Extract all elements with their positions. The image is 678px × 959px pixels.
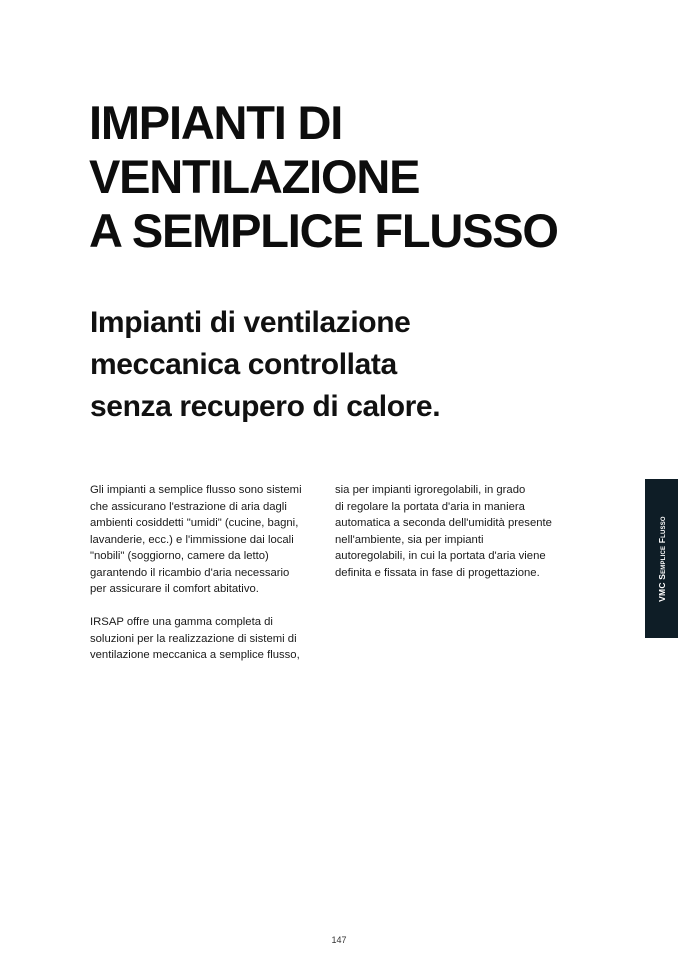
body-text-line: "nobili" (soggiorno, camere da letto) — [90, 550, 269, 562]
body-text-line: automatica a seconda dell'umidità presente — [335, 517, 552, 529]
paragraph-spacer — [90, 598, 322, 615]
page-title-line-3: A SEMPLICE FLUSSO — [89, 204, 558, 257]
page-subtitle — [90, 302, 550, 428]
body-text-line: di regolare la portata d'aria in maniera — [335, 500, 525, 513]
body-text-line: autoregolabili, in cui la portata d'aria viene — [335, 550, 546, 562]
page-title-line-2: VENTILAZIONE — [89, 150, 420, 203]
body-column-left — [90, 482, 322, 664]
page-subtitle-line-1: Impianti di ventilazione — [90, 306, 411, 339]
body-text-line: ventilazione meccanica a semplice flusso, — [90, 649, 300, 661]
body-text-line: sia per impianti igroregolabili, in grado — [335, 484, 526, 496]
body-text-line: IRSAP offre una gamma completa di — [90, 616, 273, 628]
section-side-tab — [645, 479, 678, 638]
body-paragraph-2 — [90, 614, 322, 664]
body-text-line: lavanderie, ecc.) e l'immissione dai locali — [90, 533, 294, 546]
page-subtitle-line-3: senza recupero di calore. — [90, 390, 441, 423]
page-subtitle-line-2: meccanica controllata — [90, 348, 397, 381]
body-text-line: definita e fissata in fase di progettazione. — [335, 566, 540, 579]
body-column-right — [335, 482, 567, 581]
body-paragraph-3 — [335, 482, 567, 581]
body-text-line: Gli impianti a semplice flusso sono sistemi — [90, 484, 302, 496]
body-text-line: ambienti cosiddetti "umidi" (cucine, bagni, — [90, 517, 299, 529]
page-title — [89, 96, 609, 258]
body-text-line: che assicurano l'estrazione di aria dagli — [90, 500, 287, 513]
body-text-line: garantendo il ricambio d'aria necessario — [90, 566, 290, 579]
body-paragraph-1 — [90, 482, 322, 598]
body-text-line: nell'ambiente, sia per impianti — [335, 533, 484, 546]
page-title-line-1: IMPIANTI DI — [89, 96, 343, 149]
body-text-line: per assicurare il comfort abitativo. — [90, 583, 259, 595]
page-number: 147 — [331, 935, 347, 945]
section-side-tab-label: VMC Semplice Flusso — [656, 515, 667, 602]
body-text-line: soluzioni per la realizzazione di sistemi di — [90, 632, 297, 645]
